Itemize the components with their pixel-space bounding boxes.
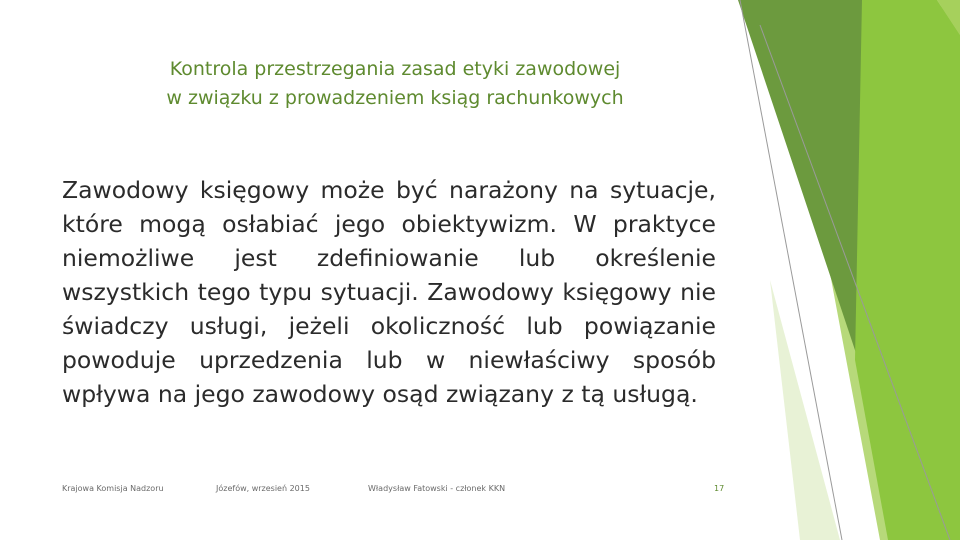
slide-title [110, 55, 680, 113]
page-number: 17 [714, 484, 725, 493]
footer-author: Władysław Fatowski - członek KKN [368, 484, 506, 493]
footer-date: Józefów, wrzesień 2015 [216, 484, 310, 493]
footer-organization: Krajowa Komisja Nadzoru [62, 484, 164, 493]
body-paragraph: Zawodowy księgowy może być narażony na sytuacje, które mogą osłabiać jego obiektywizm. W praktyce niemożliwe jest zdefiniowanie lub określenie wszystkich tego typu sytuacji. Zawodowy księgowy nie świadczy usługi, jeżeli okoliczność lub powiązanie powoduje uprzedzenia lub w niewłaściwy sposób wpływa na jego zawodowy osąd związany z tą usługą. [62, 176, 716, 408]
title-line-1: Kontrola przestrzegania zasad etyki zawodowej [169, 58, 621, 80]
decor-shape-pale [770, 280, 840, 540]
title-line-2: w związku z prowadzeniem ksiąg rachunkowych [166, 87, 624, 109]
decor-shape-dark [738, 0, 870, 395]
